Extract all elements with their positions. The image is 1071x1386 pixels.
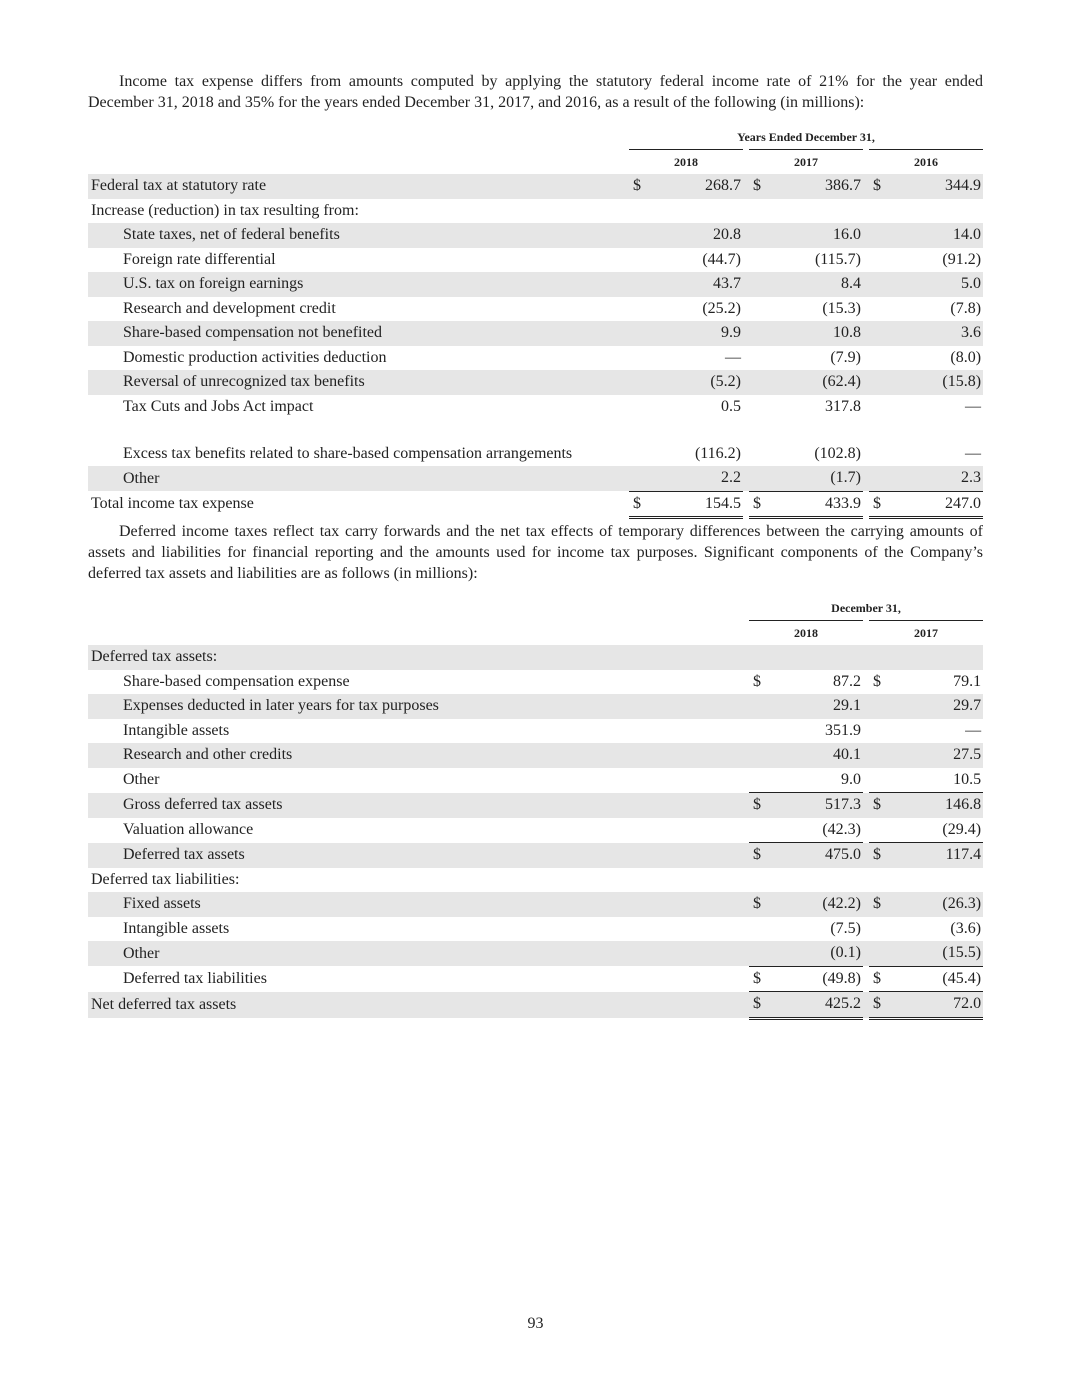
dollar-sign [749,370,769,395]
year-header-2018: 2018 [629,150,743,175]
value-cell: (42.2) [769,892,863,917]
value-cell: 40.1 [769,743,863,768]
dollar-sign: $ [869,966,889,992]
value-cell: 351.9 [825,721,861,739]
value-cell: 16.0 [769,223,863,248]
value-cell: 5.0 [889,272,983,297]
value-cell: 14.0 [889,223,983,248]
dollar-sign: $ [749,992,769,1019]
dollar-sign: $ [869,793,889,818]
value-cell: 433.9 [769,491,863,518]
row-label: Reversal of unrecognized tax benefits [88,370,625,395]
dollar-sign [629,297,649,322]
dollar-sign [869,346,889,371]
dollar-sign [749,694,769,719]
value-cell: 2.3 [889,466,983,491]
dollar-sign [629,466,649,491]
value-cell: (115.7) [814,250,861,268]
table-row [88,719,983,744]
row-label: Intangible assets [123,721,230,739]
dollar-sign [869,272,889,297]
value-cell: (15.5) [889,941,983,966]
table-row [88,743,983,768]
value-cell: 43.7 [649,272,743,297]
dollar-sign: $ [749,793,769,818]
table-row [88,966,983,992]
value-cell: — [965,721,982,739]
value-cell: (44.7) [702,250,741,268]
value-cell: 0.5 [721,397,741,415]
dollar-sign [869,868,889,893]
value-cell: (5.2) [649,370,743,395]
value-cell: 9.9 [649,321,743,346]
dollar-sign: $ [873,672,881,690]
value-cell: 475.0 [769,843,863,868]
dollar-sign [869,768,889,793]
value-cell: (91.2) [942,250,982,268]
table-row [88,248,983,273]
row-label: Deferred tax assets [88,843,745,868]
row-label: Valuation allowance [123,821,254,838]
table-row [88,892,983,917]
table-row [88,223,983,248]
value-cell: (29.4) [942,820,982,838]
value-cell: (15.3) [822,299,861,317]
value-cell: 27.5 [889,743,983,768]
row-label: Expenses deducted in later years for tax purposes [88,694,745,719]
intro-paragraph: Income tax expense differs from amounts computed by applying the statutory federal income rate of 21% for the year ended December 31, 2018 and 35% for the years ended December 31, 2017, and 2016, as a result of the following (in millions): [88,73,983,111]
dollar-sign [869,694,889,719]
years-ended-header: Years Ended December 31, [737,129,875,144]
table-row [88,670,983,695]
row-label: Share-based compensation expense [123,672,350,690]
row-label: Share-based compensation not benefited [88,321,625,346]
table-year-header-row [88,150,983,175]
table-row [88,370,983,395]
value-cell: 29.1 [769,694,863,719]
value-cell: 317.8 [825,397,861,415]
table-row [88,992,983,1019]
value-cell: 79.1 [953,672,982,690]
row-label: Federal tax at statutory rate [88,174,625,199]
value-cell: (45.4) [889,966,983,992]
value-cell: 29.7 [889,694,983,719]
table-row [88,917,983,942]
dollar-sign: $ [749,174,769,199]
value-cell: 146.8 [889,793,983,818]
value-cell: 344.9 [889,174,983,199]
value-cell: (3.6) [950,919,982,937]
dollar-sign [749,743,769,768]
dollar-sign: $ [869,491,889,518]
dollar-sign [629,223,649,248]
value-cell: (7.5) [830,919,861,937]
dollar-sign: $ [869,174,889,199]
row-label: Fixed assets [88,892,745,917]
value-cell: 20.8 [649,223,743,248]
row-label: Research and development credit [123,299,336,317]
value-cell: 2.2 [649,466,743,491]
table-row [88,843,983,868]
dollar-sign [869,223,889,248]
table-row [88,793,983,818]
dollar-sign [869,370,889,395]
dollar-sign: $ [749,843,769,868]
table-row [88,395,983,420]
value-cell: 425.2 [769,992,863,1019]
dollar-sign [749,818,769,843]
dollar-sign [749,297,769,322]
row-label: Deferred tax liabilities: [91,870,240,888]
dollar-sign [869,466,889,491]
dollar-sign [629,248,649,273]
dollar-sign [749,941,769,966]
value-cell [769,199,863,224]
dollar-sign [869,297,889,322]
value-cell: 8.4 [769,272,863,297]
dollar-sign [749,917,769,942]
dollar-sign [869,941,889,966]
dollar-sign: $ [753,672,761,690]
table-row [88,941,983,966]
dollar-sign [749,645,769,670]
value-cell: 517.3 [769,793,863,818]
value-cell: 10.5 [953,770,982,788]
value-cell [769,645,863,670]
table-row [88,694,983,719]
table-group-header-row [88,125,983,150]
dollar-sign [749,223,769,248]
dollar-sign [629,419,649,466]
dollar-sign [869,395,889,420]
dollar-sign [749,419,769,466]
table-row [88,199,983,224]
table-row [88,818,983,843]
page-number: 93 [527,1315,544,1332]
dollar-sign [749,321,769,346]
value-cell: — [965,445,982,462]
row-label: Other [88,466,625,491]
dollar-sign [629,321,649,346]
table-year-header-row [88,621,983,646]
value-cell: 117.4 [889,843,983,868]
table-row [88,645,983,670]
value-cell: (102.8) [814,445,861,462]
value-cell: (62.4) [769,370,863,395]
dollar-sign [629,199,649,224]
dollar-sign: $ [869,992,889,1019]
row-label: Increase (reduction) in tax resulting from: [91,201,359,219]
dollar-sign: $ [629,174,649,199]
row-label: Other [88,941,745,966]
value-cell: (1.7) [769,466,863,491]
value-cell [889,868,983,893]
dollar-sign [869,917,889,942]
dollar-sign [869,719,889,744]
value-cell [769,868,863,893]
dollar-sign [749,395,769,420]
dollar-sign: $ [749,892,769,917]
table-row [88,768,983,793]
table-row [88,466,983,491]
deferred-taxes-paragraph: Deferred income taxes reflect tax carry forwards and the net tax effects of temporary differences between the carrying amounts of assets and liabilities for financial reporting and the amounts used for income tax purposes. Significant components of the Company’s deferred tax assets and liabilities are as follows (in millions): [88,523,983,582]
table-row [88,419,983,466]
value-cell: — [725,348,741,366]
value-cell: (8.0) [950,348,982,366]
dollar-sign [749,868,769,893]
value-cell: 72.0 [889,992,983,1019]
dollar-sign [749,248,769,273]
dollar-sign: $ [629,491,649,518]
year-header-2018: 2018 [749,621,863,646]
row-label: Other [123,771,160,788]
row-label: Net deferred tax assets [88,992,745,1019]
value-cell: (26.3) [889,892,983,917]
table-row [88,174,983,199]
value-cell: 87.2 [833,672,861,690]
value-cell: 268.7 [649,174,743,199]
dollar-sign [869,743,889,768]
table-row [88,297,983,322]
table-row [88,868,983,893]
december-31-header: December 31, [831,600,901,615]
dollar-sign [869,199,889,224]
dollar-sign [869,818,889,843]
row-label: Gross deferred tax assets [88,793,745,818]
row-label: Research and other credits [88,743,745,768]
value-cell [649,199,743,224]
row-label: U.S. tax on foreign earnings [88,272,625,297]
dollar-sign: $ [869,892,889,917]
row-label: Excess tax benefits related to share-based compensation arrangements [123,445,573,462]
dollar-sign: $ [749,966,769,992]
dollar-sign [629,370,649,395]
value-cell: (0.1) [769,941,863,966]
dollar-sign [749,768,769,793]
table-group-header-row [88,596,983,621]
value-cell: 10.8 [769,321,863,346]
dollar-sign [749,199,769,224]
deferred-tax-components-table [88,596,983,1020]
value-cell: (49.8) [769,966,863,992]
value-cell: 154.5 [649,491,743,518]
dollar-sign [749,272,769,297]
value-cell: (7.9) [830,348,861,366]
row-label: Foreign rate differential [123,250,276,268]
income-tax-reconciliation-table [88,125,983,519]
value-cell: 3.6 [889,321,983,346]
year-header-2017: 2017 [749,150,863,175]
value-cell [889,645,983,670]
value-cell [889,199,983,224]
value-cell: (25.2) [702,299,741,317]
value-cell: 386.7 [769,174,863,199]
value-cell: (116.2) [694,445,741,462]
dollar-sign: $ [749,491,769,518]
row-label: Deferred tax assets: [88,645,745,670]
value-cell: 9.0 [841,770,861,788]
year-header-2017: 2017 [869,621,983,646]
value-cell: (7.8) [950,299,982,317]
year-header-2016: 2016 [869,150,983,175]
table-row [88,346,983,371]
dollar-sign [869,321,889,346]
table-row [88,272,983,297]
dollar-sign [869,419,889,466]
dollar-sign [869,645,889,670]
value-cell: (15.8) [889,370,983,395]
dollar-sign [629,395,649,420]
row-label: Intangible assets [123,919,230,937]
value-cell: (42.3) [822,820,861,838]
dollar-sign [749,466,769,491]
value-cell: 247.0 [889,491,983,518]
table-row [88,491,983,518]
dollar-sign [629,272,649,297]
dollar-sign: $ [869,843,889,868]
row-label: State taxes, net of federal benefits [88,223,625,248]
dollar-sign [629,346,649,371]
dollar-sign [869,248,889,273]
row-label: Domestic production activities deduction [123,348,387,366]
value-cell: — [965,397,982,415]
dollar-sign [749,346,769,371]
dollar-sign [749,719,769,744]
row-label: Tax Cuts and Jobs Act impact [123,397,314,415]
row-label: Total income tax expense [91,495,254,513]
table-row [88,321,983,346]
row-label: Deferred tax liabilities [123,969,267,987]
